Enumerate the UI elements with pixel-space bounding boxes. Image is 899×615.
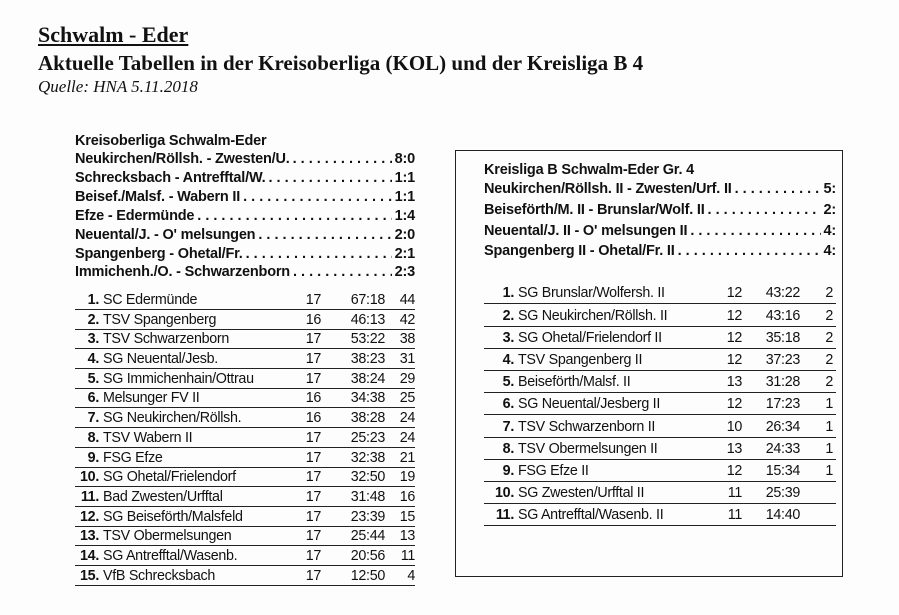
- kb4-matches: [484, 179, 836, 262]
- match-score: 2:: [823, 201, 836, 218]
- goals-cell: 12:50: [350, 567, 385, 584]
- games-cell: 12: [726, 285, 742, 302]
- match-score: 8:0: [394, 151, 415, 167]
- match-score: 2:0: [394, 226, 415, 243]
- goals-cell: 25:23: [350, 429, 385, 446]
- kol-standings: [75, 290, 415, 585]
- match-teams: Neuental/J. II - O' melsungen II: [484, 222, 688, 239]
- match-score: 4:: [823, 243, 836, 260]
- match-teams: Spangenberg II - Ohetal/Fr. II: [484, 243, 675, 260]
- team-cell: TSV Wabern II: [103, 429, 193, 446]
- match-result-row: [75, 226, 415, 245]
- match-teams: Neukirchen/Röllsh. II - Zwesten/Urf. II: [484, 181, 732, 197]
- kb4-section: [484, 161, 836, 526]
- games-cell: 17: [305, 528, 321, 545]
- games-cell: 16: [305, 390, 321, 407]
- team-cell: VfB Schrecksbach: [103, 567, 216, 584]
- kol-title: Kreisoberliga Schwalm-Eder: [75, 133, 267, 149]
- rank-cell: 4.: [87, 351, 99, 368]
- points-cell: 44: [399, 292, 415, 309]
- match-result-row: [484, 241, 836, 262]
- games-cell: 16: [305, 410, 321, 427]
- standings-row: [484, 460, 836, 482]
- points-cell: 2: [825, 329, 833, 346]
- standings-row: [484, 504, 836, 526]
- goals-cell: 67:18: [350, 292, 385, 309]
- goals-cell: 34:38: [350, 390, 385, 407]
- leader-dots: [735, 179, 821, 200]
- team-cell: TSV Schwarzenborn: [103, 331, 230, 348]
- goals-cell: 32:38: [350, 449, 385, 466]
- games-cell: 12: [726, 351, 742, 368]
- points-cell: 38: [399, 331, 415, 348]
- goals-cell: 31:48: [350, 488, 385, 505]
- document-header: [38, 22, 643, 97]
- goals-cell: 35:18: [765, 329, 800, 346]
- leader-dots: [293, 263, 392, 282]
- team-cell: SG Zwesten/Urfftal II: [518, 485, 645, 502]
- points-cell: 15: [399, 508, 415, 525]
- rank-cell: 6.: [502, 396, 514, 413]
- match-result-row: [75, 245, 415, 264]
- goals-cell: 38:24: [350, 370, 385, 387]
- points-cell: 2: [825, 285, 833, 302]
- points-cell: 25: [399, 390, 415, 407]
- match-teams: Schrecksbach - Antrefftal/W.: [75, 169, 266, 186]
- rank-cell: 7.: [87, 410, 99, 427]
- team-cell: SG Beiseförth/Malsfeld: [103, 508, 243, 525]
- team-cell: SG Brunslar/Wolfersh. II: [518, 285, 665, 302]
- kb4-box: [455, 150, 843, 577]
- team-cell: SC Edermünde: [103, 292, 198, 309]
- games-cell: 17: [305, 567, 321, 584]
- goals-cell: 53:22: [350, 331, 385, 348]
- team-cell: SG Immichenhain/Ottrau: [103, 370, 254, 387]
- goals-cell: 37:23: [765, 351, 800, 368]
- rank-cell: 9.: [87, 449, 99, 466]
- points-cell: 29: [399, 370, 415, 387]
- rank-cell: 14.: [80, 547, 99, 564]
- leader-dots: [197, 207, 391, 226]
- games-cell: 17: [305, 370, 321, 387]
- match-score: 1:1: [394, 188, 415, 205]
- goals-cell: 43:22: [765, 285, 800, 302]
- points-cell: 2: [825, 374, 833, 391]
- rank-cell: 13.: [80, 528, 99, 545]
- leader-dots: [258, 226, 391, 245]
- rank-cell: 1.: [87, 292, 99, 309]
- standings-row: [75, 330, 415, 350]
- goals-cell: 20:56: [350, 547, 385, 564]
- team-cell: TSV Obermelsungen II: [518, 440, 658, 457]
- rank-cell: 7.: [502, 418, 514, 435]
- standings-row: [484, 415, 836, 437]
- leader-dots: [246, 245, 392, 264]
- match-score: 2:3: [394, 264, 415, 281]
- match-teams: Immichenh./O. - Schwarzenborn: [75, 264, 290, 281]
- team-cell: Beiseförth/Malsf. II: [518, 374, 631, 391]
- points-cell: 21: [399, 449, 415, 466]
- leader-dots: [243, 188, 392, 207]
- games-cell: 17: [305, 331, 321, 348]
- games-cell: 16: [305, 311, 321, 328]
- games-cell: 17: [305, 292, 321, 309]
- kol-section: [75, 132, 415, 586]
- points-cell: 1: [825, 462, 833, 479]
- games-cell: 17: [305, 449, 321, 466]
- games-cell: 17: [305, 469, 321, 486]
- match-result-row: [484, 179, 836, 200]
- leader-dots: [678, 241, 821, 262]
- match-teams: Spangenberg - Ohetal/Fr.: [75, 245, 243, 262]
- rank-cell: 9.: [502, 462, 514, 479]
- rank-cell: 3.: [87, 331, 99, 348]
- match-result-row: [75, 263, 415, 282]
- team-cell: TSV Spangenberg II: [518, 351, 643, 368]
- games-cell: 17: [305, 429, 321, 446]
- goals-cell: 25:44: [350, 528, 385, 545]
- goals-cell: 23:39: [350, 508, 385, 525]
- kb4-title: Kreisliga B Schwalm-Eder Gr. 4: [484, 162, 694, 178]
- match-score: 2:1: [394, 245, 415, 262]
- page-title: Schwalm - Eder: [38, 22, 189, 47]
- match-teams: Neuental/J. - O' melsungen: [75, 226, 256, 243]
- match-score: 4:: [823, 222, 836, 239]
- rank-cell: 15.: [80, 567, 99, 584]
- standings-row: [75, 408, 415, 428]
- rank-cell: 8.: [502, 440, 514, 457]
- team-cell: SG Neuental/Jesberg II: [518, 396, 661, 413]
- leader-dots: [293, 150, 392, 169]
- standings-row: [75, 527, 415, 547]
- goals-cell: 17:23: [765, 396, 800, 413]
- goals-cell: 14:40: [765, 507, 800, 524]
- rank-cell: 8.: [87, 429, 99, 446]
- games-cell: 17: [305, 547, 321, 564]
- standings-row: [75, 349, 415, 369]
- standings-row: [75, 566, 415, 586]
- leader-dots: [268, 169, 391, 188]
- rank-cell: 12.: [80, 508, 99, 525]
- games-cell: 13: [726, 440, 742, 457]
- team-cell: TSV Spangenberg: [103, 311, 217, 328]
- points-cell: 24: [399, 410, 415, 427]
- rank-cell: 2.: [502, 307, 514, 324]
- standings-row: [75, 290, 415, 310]
- source-note: Quelle: HNA 5.11.2018: [38, 77, 198, 96]
- standings-row: [75, 389, 415, 409]
- goals-cell: 24:33: [765, 440, 800, 457]
- standings-row: [484, 327, 836, 349]
- match-result-row: [75, 169, 415, 188]
- rank-cell: 1.: [502, 285, 514, 302]
- games-cell: 17: [305, 508, 321, 525]
- match-result-row: [75, 188, 415, 207]
- team-cell: SG Neukirchen/Röllsh.: [103, 410, 242, 427]
- goals-cell: 32:50: [350, 469, 385, 486]
- standings-row: [484, 349, 836, 371]
- standings-row: [75, 448, 415, 468]
- leader-dots: [690, 221, 820, 242]
- goals-cell: 43:16: [765, 307, 800, 324]
- standings-row: [484, 482, 836, 504]
- team-cell: TSV Obermelsungen: [103, 528, 232, 545]
- standings-row: [75, 428, 415, 448]
- standings-row: [484, 282, 836, 304]
- kol-matches: [75, 150, 415, 282]
- points-cell: 42: [399, 311, 415, 328]
- games-cell: 13: [726, 374, 742, 391]
- match-result-row: [75, 207, 415, 226]
- rank-cell: 6.: [87, 390, 99, 407]
- goals-cell: 46:13: [350, 311, 385, 328]
- standings-row: [75, 310, 415, 330]
- rank-cell: 10.: [80, 469, 99, 486]
- standings-row: [75, 546, 415, 566]
- points-cell: 11: [400, 547, 415, 564]
- points-cell: 31: [399, 351, 415, 368]
- team-cell: SG Neukirchen/Röllsh. II: [518, 307, 668, 324]
- standings-row: [484, 304, 836, 326]
- points-cell: 19: [399, 469, 415, 486]
- match-result-row: [484, 200, 836, 221]
- page-subtitle: Aktuelle Tabellen in der Kreisoberliga (KOL) und der Kreisliga B 4: [38, 51, 644, 75]
- points-cell: 2: [825, 351, 833, 368]
- rank-cell: 10.: [495, 485, 514, 502]
- points-cell: 24: [399, 429, 415, 446]
- rank-cell: 11.: [495, 507, 514, 524]
- rank-cell: 5.: [87, 370, 99, 387]
- match-teams: Efze - Edermünde: [75, 207, 195, 224]
- team-cell: TSV Schwarzenborn II: [518, 418, 656, 435]
- leader-dots: [708, 200, 821, 221]
- match-result-row: [75, 150, 415, 169]
- team-cell: FSG Efze: [103, 449, 163, 466]
- games-cell: 12: [726, 396, 742, 413]
- team-cell: SG Ohetal/Frielendorf: [103, 469, 236, 486]
- match-score: 1:4: [394, 207, 415, 224]
- team-cell: FSG Efze II: [518, 462, 589, 479]
- points-cell: 1: [825, 396, 833, 413]
- match-teams: Beisef./Malsf. - Wabern II: [75, 188, 241, 205]
- rank-cell: 2.: [87, 311, 99, 328]
- standings-row: [484, 371, 836, 393]
- team-cell: SG Antrefftal/Wasenb.: [103, 547, 238, 564]
- points-cell: 2: [825, 307, 833, 324]
- standings-row: [75, 507, 415, 527]
- match-result-row: [484, 221, 836, 242]
- rank-cell: 5.: [502, 374, 514, 391]
- team-cell: SG Ohetal/Frielendorf II: [518, 329, 662, 346]
- goals-cell: 38:28: [350, 410, 385, 427]
- games-cell: 10: [726, 418, 742, 435]
- match-teams: Neukirchen/Röllsh. - Zwesten/U.: [75, 151, 290, 167]
- goals-cell: 26:34: [765, 418, 800, 435]
- points-cell: 1: [825, 440, 833, 457]
- games-cell: 12: [726, 462, 742, 479]
- standings-row: [484, 393, 836, 415]
- goals-cell: 38:23: [350, 351, 385, 368]
- kb4-standings: [484, 282, 836, 526]
- games-cell: 11: [727, 507, 742, 524]
- team-cell: SG Neuental/Jesb.: [103, 351, 218, 368]
- games-cell: 12: [726, 307, 742, 324]
- goals-cell: 15:34: [765, 462, 800, 479]
- team-cell: SG Antrefftal/Wasenb. II: [518, 507, 664, 524]
- rank-cell: 11.: [80, 488, 99, 505]
- points-cell: 13: [399, 528, 415, 545]
- games-cell: 17: [305, 488, 321, 505]
- goals-cell: 25:39: [765, 485, 800, 502]
- team-cell: Bad Zwesten/Urfftal: [103, 488, 223, 505]
- standings-row: [75, 468, 415, 488]
- standings-row: [484, 438, 836, 460]
- points-cell: 1: [825, 418, 833, 435]
- team-cell: Melsunger FV II: [103, 390, 200, 407]
- standings-row: [75, 369, 415, 389]
- standings-row: [75, 487, 415, 507]
- rank-cell: 4.: [502, 351, 514, 368]
- points-cell: 4: [407, 567, 415, 584]
- games-cell: 12: [726, 329, 742, 346]
- goals-cell: 31:28: [765, 374, 800, 391]
- games-cell: 17: [305, 351, 321, 368]
- match-score: 5:: [823, 181, 836, 197]
- match-teams: Beiseförth/M. II - Brunslar/Wolf. II: [484, 201, 705, 218]
- games-cell: 11: [727, 485, 742, 502]
- points-cell: 16: [399, 488, 415, 505]
- rank-cell: 3.: [502, 329, 514, 346]
- match-score: 1:1: [394, 169, 415, 186]
